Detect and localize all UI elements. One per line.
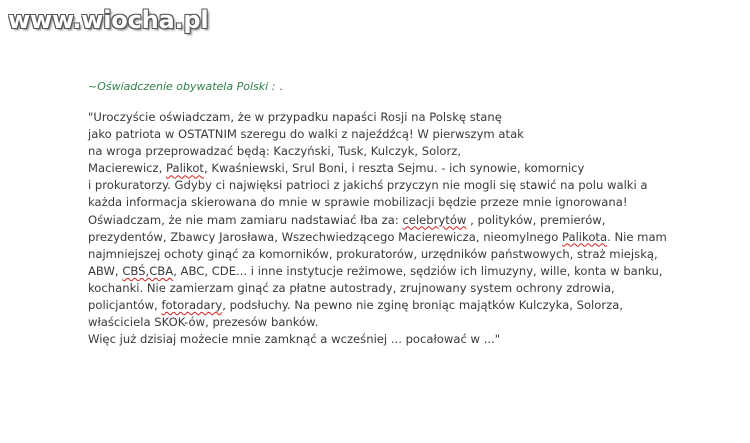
spellcheck-flagged-word: fotoradary xyxy=(161,298,223,313)
spellcheck-flagged-word: Palikot xyxy=(166,161,204,176)
spellcheck-flagged-word: Palikota xyxy=(562,229,608,244)
statement-line: ABW, CBŚ,CBA, ABC, CDE... i inne instytucje reżimowe, sędziów ich limuzyny, wille, konta w banku, xyxy=(88,263,663,278)
statement-line: "Uroczyście oświadczam, że w przypadku napaści Rosji na Polskę stanę xyxy=(88,110,502,124)
statement-line: Oświadczam, że nie mam zamiaru nadstawiać łba za: celebrytów , polityków, premierów, xyxy=(88,212,606,227)
statement-title-text: ~Oświadczenie obywatela Polski : xyxy=(88,80,276,93)
statement-line: kochanki. Nie zamierzam ginąć za płatne autostrady, zrujnowany system ochrony zdrowia, xyxy=(88,280,615,295)
statement-line: każda informacja skierowana do mnie w sprawie mobilizacji będzie przeze mnie ignorowana! xyxy=(88,195,628,210)
statement-line: Więc już dzisiaj możecie mnie zamknąć a wcześniej ... pocałować w ..." xyxy=(88,332,501,347)
statement-body xyxy=(88,109,667,348)
spellcheck-flagged-word: celebrytów xyxy=(402,212,467,227)
statement-line: policjantów, fotoradary, podsłuchy. Na pewno nie zginę broniąc majątków Kulczyka, Solorza, xyxy=(88,298,624,313)
spellcheck-flagged-word: CBŚ,CBA xyxy=(122,263,174,278)
statement-line: jako patriota w OSTATNIM szeregu do walki z najeźdźcą! W pierwszym atak xyxy=(88,127,524,142)
statement-line: i prokuratorzy. Gdyby ci najwięksi patrioci z jakichś przyczyn nie mogli się stawić na polu walki a xyxy=(88,178,648,193)
watermark-logo: www.wiocha.pl xyxy=(8,6,209,34)
statement-title-trail: . xyxy=(279,80,283,93)
statement-line: właściciela SKOK-ów, prezesów banków. xyxy=(88,315,319,330)
statement-line: najmniejszej ochoty ginąć za komorników, prokuratorów, urzędników państwowych, straż miejską, xyxy=(88,246,658,261)
statement-line: Macierewicz, Palikot, Kwaśniewski, Srul Boni, i reszta Sejmu. - ich synowie, komornicy xyxy=(88,161,585,176)
statement-line: prezydentów, Zbawcy Jarosława, Wszechwiedzącego Macierewicza, nieomylnego Palikota. Nie mam xyxy=(88,229,667,244)
statement-line: na wroga przeprowadzać będą: Kaczyński, Tusk, Kulczyk, Solorz, xyxy=(88,144,462,159)
statement-title xyxy=(88,80,283,93)
